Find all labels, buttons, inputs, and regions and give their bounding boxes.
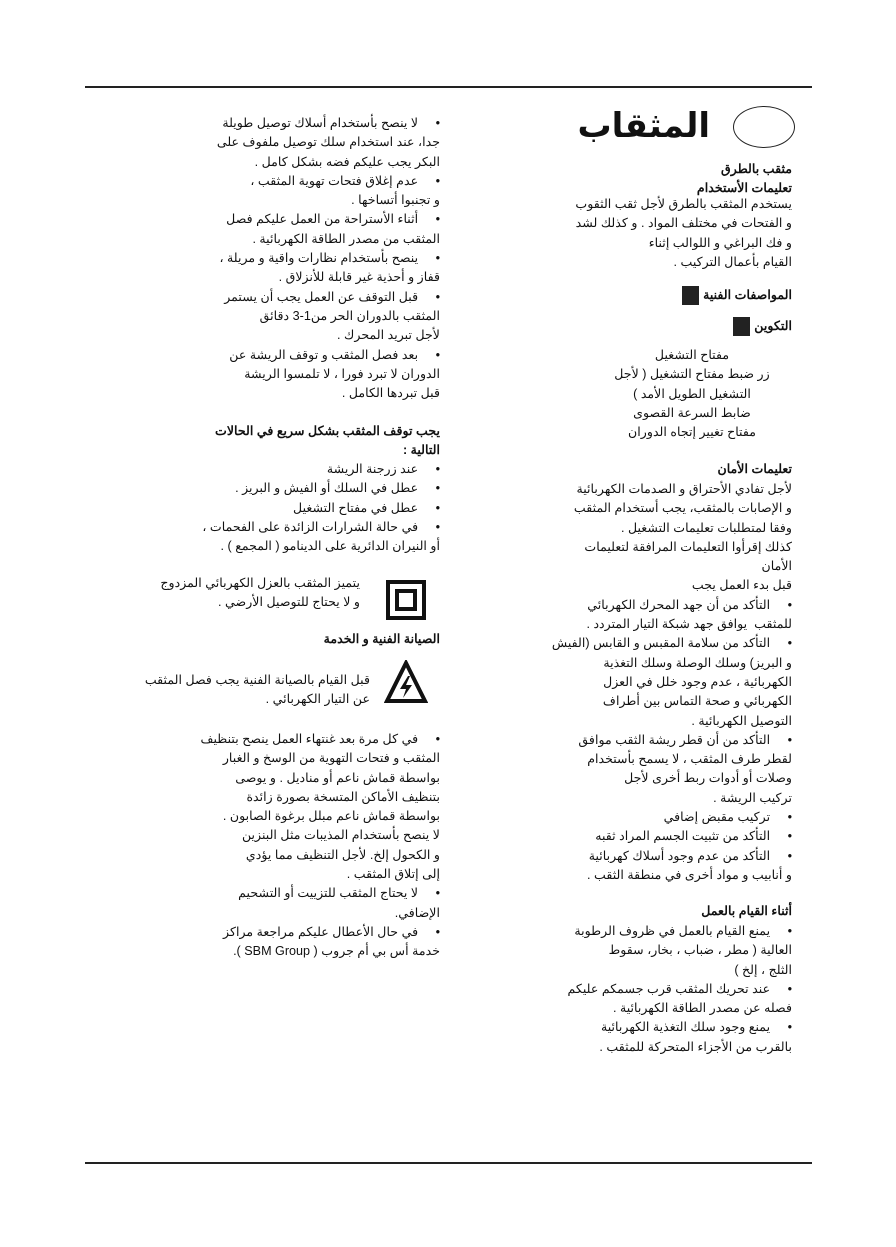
text-line: القيام بأعمال التركيب . — [673, 254, 792, 269]
text-line: • التأكد من سلامة المقبس و القابس (الفيش — [551, 636, 792, 651]
text-line: بواسطة قماش ناعم مبلل برغوة الصابون . — [222, 809, 440, 824]
text-line: و أنابيب و مواد أخرى في منطقة الثقب . — [586, 867, 792, 882]
text-line: ضابط السرعة القصوى — [633, 405, 751, 420]
page-number-oval — [733, 106, 795, 148]
text-line: يجب توقف المثقب بشكل سريع في الحالات — [214, 424, 440, 438]
text-line: إلى إتلاق المثقب . — [346, 867, 440, 882]
text-line: التشغيل الطويل الأمد ) — [633, 386, 751, 401]
text-line: • عند زرجنة الريشة — [326, 462, 440, 476]
placeholder-square-icon — [733, 317, 750, 336]
specs-heading-text: المواصفات الفنية — [703, 287, 792, 302]
text-line: الأمان — [761, 559, 792, 574]
text-line: لا ينصح بأستخدام المذيبات مثل البنزين — [241, 828, 440, 843]
text-line: تركيب الريشة . — [713, 790, 792, 805]
electric-warning-icon — [384, 660, 428, 704]
text-line: الدوران لا تبرد فورا ، لا تلمسوا الريشة — [244, 366, 440, 381]
text-line: وفقا لمتطلبات تعليمات التشغيل . — [620, 520, 792, 535]
text-line: • التأكد من أن قطر ريشة الثقب موافق — [578, 732, 792, 747]
safety-heading: تعليمات الأمان — [717, 462, 792, 476]
text-line: قبل القيام بالصيانة الفنية يجب فصل المثقب — [144, 673, 370, 687]
text-line: فصله عن مصدر الطاقة الكهربائية . — [612, 1001, 792, 1016]
text-line: عن التيار الكهربائي . — [265, 692, 370, 707]
text-line: • التأكد من عدم وجود أسلاك كهربائية — [588, 848, 792, 863]
stop-list — [202, 460, 440, 556]
text-line: أو النيران الدائرية على الدينامو ( المجمع ) . — [220, 539, 440, 554]
left-top-text — [217, 114, 440, 403]
top-rule — [85, 86, 812, 88]
text-line: بتنظيف الأماكن المتسخة بصورة زائدة — [246, 789, 440, 804]
placeholder-square-icon — [682, 286, 699, 305]
text-line: الإضافي. — [394, 905, 440, 920]
text-line: لأجل تفادي الأحتراق و الصدمات الكهربائية — [576, 482, 792, 496]
text-line: • عند تحريك المثقب قرب جسمكم عليكم — [567, 981, 792, 996]
text-line: الكهربائي و صحة التماس بين أطراف — [602, 694, 792, 709]
bottom-rule — [85, 1162, 812, 1164]
stop-headings — [215, 422, 440, 461]
safety-text — [552, 480, 792, 885]
text-line: التالية : — [402, 443, 440, 458]
text-line: المثقب و فتحات التهوية من الوسخ و الغبار — [222, 751, 440, 766]
text-line: وصلات أو أدوات ربط أخرى لأجل — [624, 771, 792, 786]
text-line: قبل تبردها الكامل . — [341, 386, 440, 401]
text-line: و الكحول إلخ. لأجل التنظيف مما يؤدي — [245, 847, 440, 862]
text-line: الكهربائية ، عدم وجود خلل في العزل — [603, 674, 792, 689]
text-line: و لا يحتاج للتوصيل الأرضي . — [218, 595, 360, 610]
text-line: العالية ( مطر ، ضباب ، بخار، سقوط — [608, 943, 792, 958]
text-line: للمثقب يوافق جهد شبكة التيار المتردد . — [586, 617, 792, 632]
text-line: و الإصابات بالمثقب، يجب أستخدام المثقب — [573, 501, 792, 516]
text-line: مفتاح تغيير إتجاه الدوران — [628, 425, 756, 440]
text-line: • يمنع وجود سلك التغذية الكهربائية — [600, 1020, 792, 1035]
text-line: الثلج ، إلخ ) — [734, 962, 792, 977]
text-line: • في كل مرة بعد غنتهاء العمل ينصح بتنظيف — [200, 732, 440, 746]
text-line: • تركيب مقبض إضافي — [663, 810, 792, 825]
text-line: • يمنع القيام بالعمل في ظروف الرطوبة — [574, 924, 792, 938]
work-text — [568, 922, 792, 1057]
text-line: يتميز المثقب بالعزل الكهربائي المزدوج — [160, 576, 360, 590]
text-line: • في حالة الشرارات الزائدة على الفحمات ، — [202, 519, 440, 534]
text-line: و البريز) وسلك الوصلة وسلك التغذية — [603, 655, 792, 670]
text-line: لأجل تبريد المحرك . — [337, 328, 440, 343]
text-line: • ينصح بأستخدام نظارات واقية و مريلة ، — [219, 251, 440, 266]
text-line: جدا، عند استخدام سلك توصيل ملفوف على — [216, 135, 440, 150]
text-line: خدمة أس بي أم جروب ( SBM Group ). — [233, 944, 440, 959]
warning-text — [145, 671, 370, 710]
text-line: المثقب من مصدر الطاقة الكهربائية . — [252, 231, 440, 246]
text-line: • أثناء الأستراحة من العمل عليكم فصل — [226, 212, 440, 227]
text-line: بالقرب من الأجزاء المتحركة للمثقب . — [599, 1039, 792, 1054]
config-list — [592, 346, 792, 442]
text-line: • بعد فصل المثقب و توقف الريشة عن — [229, 347, 440, 362]
text-line: تعليمات الأستخدام — [696, 181, 792, 196]
text-line: • في حال الأعطال عليكم مراجعة مراكز — [223, 924, 440, 939]
page-title: المثقاب — [577, 106, 710, 146]
text-line: البكر يجب عليكم فضه بشكل كامل . — [254, 154, 440, 169]
text-line: و فك البراغي و اللوالب إثناء — [648, 235, 792, 250]
text-line: • عدم إغلاق فتحات تهوية المثقب ، — [250, 173, 440, 188]
text-line: المثقب بالدوران الحر من1-3 دقائق — [259, 308, 440, 323]
intro-text — [575, 195, 792, 272]
text-line: لقطر طرف المثقب ، لا يسمح بأستخدام — [587, 752, 792, 767]
text-line: قبل بدء العمل يجب — [691, 578, 792, 593]
maintenance-heading: الصيانة الفنية و الخدمة — [323, 632, 440, 646]
text-line: يستخدم المثقب بالطرق لأجل ثقب الثقوب — [575, 197, 792, 211]
text-line: كذلك إقرأوا التعليمات المرافقة لتعليمات — [584, 539, 792, 554]
text-line: مفتاح التشغيل — [654, 348, 730, 362]
text-line: • التأكد من أن جهد المحرك الكهربائي — [587, 597, 792, 612]
text-line: مثقب بالطرق — [720, 162, 792, 176]
config-heading — [733, 317, 792, 336]
text-line: زر ضبط مفتاح التشغيل ( لأجل — [614, 367, 770, 382]
text-line: • لا يحتاج المثقب للتزييت أو التشحيم — [238, 886, 440, 901]
intro-headings — [697, 160, 792, 199]
text-line: و تجنبوا أتساخها . — [351, 193, 440, 208]
text-line: و الفتحات في مختلف المواد . و كذلك لشد — [575, 216, 792, 231]
text-line: • لا ينصح بأستخدام أسلاك توصيل طويلة — [222, 116, 440, 130]
text-line: • عطل في مفتاح التشغيل — [293, 500, 440, 515]
double-insulation-icon — [386, 580, 426, 620]
maintenance-text — [200, 730, 440, 962]
config-heading-text: التكوين — [754, 318, 792, 333]
work-heading: أثناء القيام بالعمل — [701, 904, 792, 918]
text-line: • التأكد من تثبيت الجسم المراد ثقبه — [595, 829, 792, 844]
text-line: قفاز و أحذية غير قابلة للأنزلاق . — [278, 270, 440, 285]
specs-heading — [682, 286, 792, 305]
text-line: • عطل في السلك أو الفيش و البريز . — [235, 481, 440, 496]
insulation-text — [160, 574, 360, 613]
text-line: • قبل التوقف عن العمل يجب أن يستمر — [224, 289, 440, 304]
text-line: بواسطة قماش ناعم أو مناديل . و يوصى — [235, 770, 440, 785]
text-line: التوصيل الكهربائية . — [691, 713, 792, 728]
